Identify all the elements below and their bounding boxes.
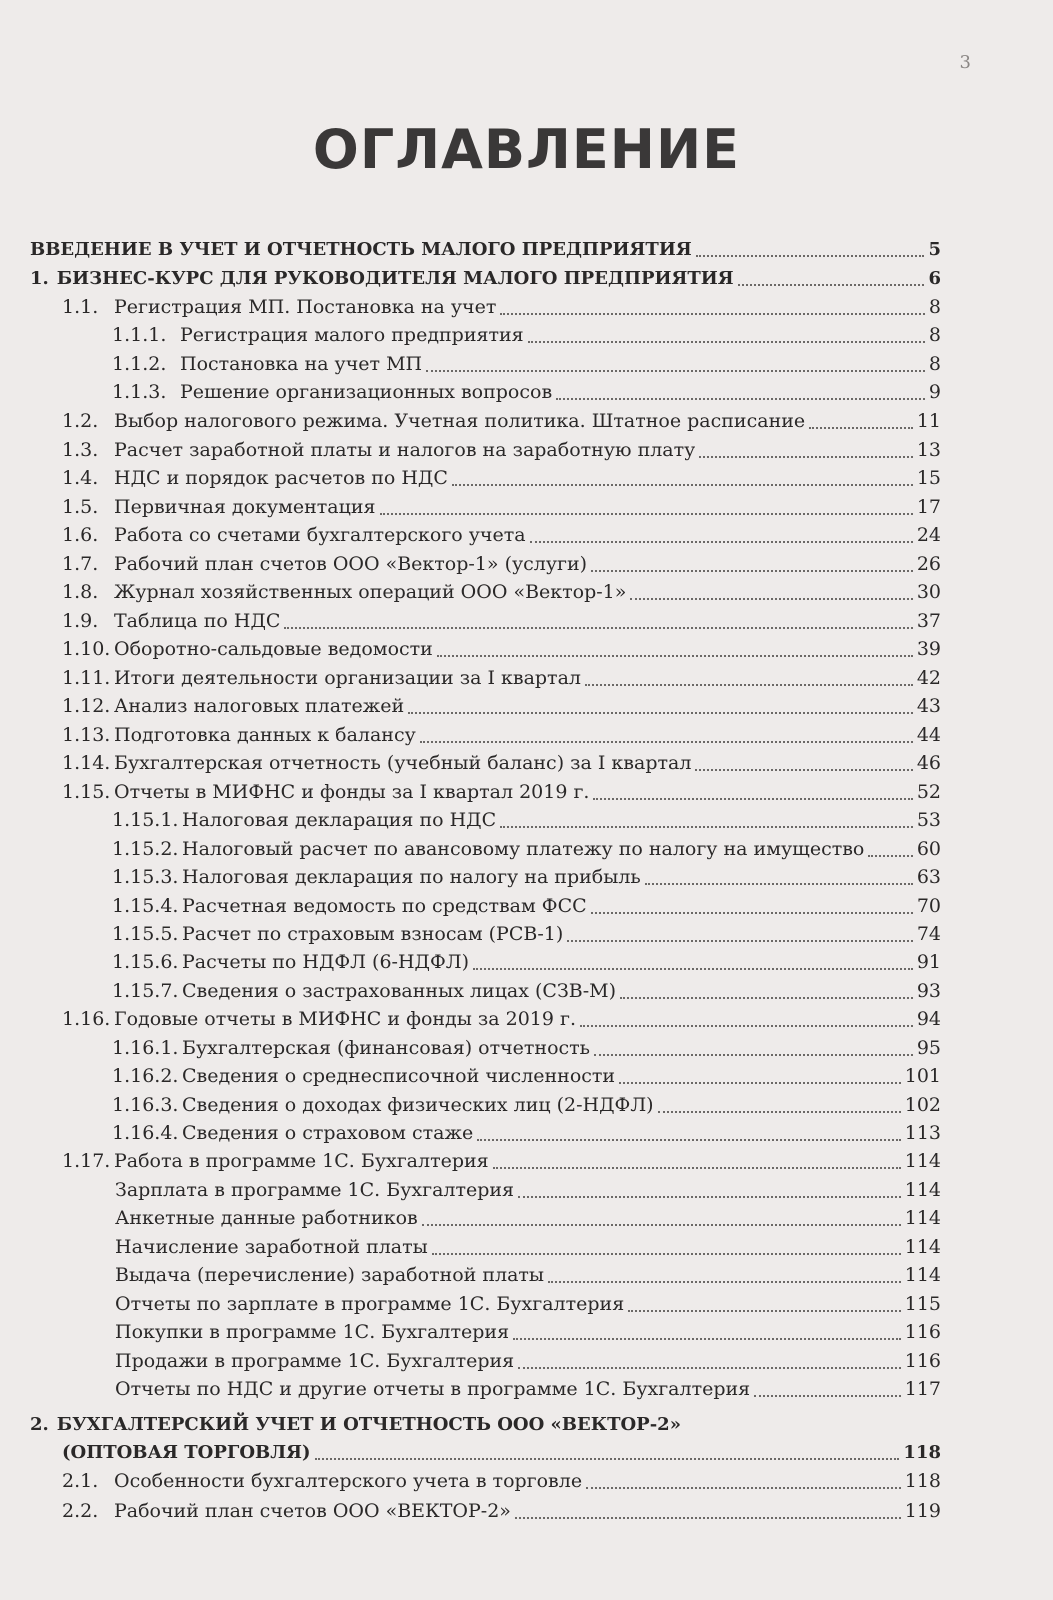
dot-leader	[500, 313, 925, 315]
dot-leader	[620, 997, 913, 999]
toc-entry-title: Решение организационных вопросов	[180, 381, 553, 403]
toc-entry	[0, 721, 941, 750]
toc-entry-page: 70	[916, 895, 941, 917]
toc-entry-title: Зарплата в программе 1С. Бухгалтерия	[115, 1179, 515, 1201]
toc-entry-page: 43	[916, 695, 941, 717]
toc-entry	[0, 749, 941, 778]
dot-leader	[738, 284, 925, 286]
toc-entry-title: Продажи в программе 1С. Бухгалтерия	[115, 1350, 515, 1372]
toc-entry-page: 9	[928, 381, 941, 403]
toc-entry-number: 1.5.	[62, 496, 99, 518]
toc-entry	[0, 464, 941, 493]
toc-entry	[0, 321, 941, 350]
toc-entry-number: 1.13.	[62, 724, 111, 746]
toc-entry	[0, 1347, 941, 1376]
toc-entry-number: 1.14.	[62, 752, 111, 774]
toc-entry-number: 1.15.4.	[112, 895, 179, 917]
page-number: 3	[959, 52, 971, 73]
toc-entry-page: 114	[904, 1179, 941, 1201]
toc-entry-page: 53	[916, 809, 941, 831]
toc-entry-number: 1.16.1.	[112, 1037, 179, 1059]
toc-entry-number: 2.	[30, 1414, 49, 1435]
dot-leader	[422, 1224, 901, 1226]
toc-entry-page: 119	[904, 1500, 941, 1522]
toc-entry	[0, 235, 941, 264]
toc-entry	[0, 1176, 941, 1205]
toc-entry	[0, 436, 941, 465]
toc-entry-page: 8	[928, 353, 941, 375]
toc-entry	[0, 892, 941, 921]
dot-leader	[437, 655, 913, 657]
toc-entry-title: Постановка на учет МП	[180, 353, 423, 375]
toc-entry	[0, 1438, 941, 1467]
toc-entry-title: Отчеты по зарплате в программе 1С. Бухгалтерия	[115, 1293, 625, 1315]
toc-entry-title: Расчет по страховым взносам (РСВ-1)	[182, 923, 564, 945]
dot-leader	[658, 1111, 901, 1113]
toc-entry-page: 102	[904, 1094, 941, 1116]
toc-entry-title: Налоговый расчет по авансовому платежу по налогу на имущество	[182, 838, 865, 860]
dot-leader	[699, 456, 912, 458]
toc-entry-number: 1.15.7.	[112, 980, 179, 1002]
dot-leader	[493, 1167, 901, 1169]
toc-entry-title: БИЗНЕС-КУРС ДЛЯ РУКОВОДИТЕЛЯ МАЛОГО ПРЕДПРИЯТИЯ	[56, 268, 734, 289]
toc-entry-page: 93	[916, 980, 941, 1002]
toc-entry-number: 1.16.2.	[112, 1065, 179, 1087]
toc-entry	[0, 350, 941, 379]
toc-entry	[0, 493, 941, 522]
toc-entry	[0, 948, 941, 977]
toc-entry-page: 60	[916, 838, 941, 860]
toc-entry-title: Начисление заработной платы	[115, 1236, 428, 1258]
dot-leader	[567, 940, 913, 942]
dot-leader	[477, 1139, 901, 1141]
dot-leader	[696, 255, 925, 257]
toc-entry-page: 114	[904, 1207, 941, 1229]
dot-leader	[528, 341, 925, 343]
toc-entry-title: Годовые отчеты в МИФНС и фонды за 2019 г.	[114, 1008, 577, 1030]
toc-entry-number: 1.1.	[62, 296, 99, 318]
dot-leader	[315, 1458, 900, 1460]
toc-entry	[0, 1318, 941, 1347]
toc-entry-title: Особенности бухгалтерского учета в торговле	[114, 1470, 583, 1492]
dot-leader	[530, 541, 913, 543]
toc-entry-page: 52	[916, 781, 941, 803]
toc-entry-title: Расчеты по НДФЛ (6-НДФЛ)	[182, 951, 470, 973]
toc-entry-number: 1.1.1.	[112, 324, 167, 346]
toc-entry-number: 2.2.	[62, 1500, 99, 1522]
toc-entry	[0, 264, 941, 293]
toc-entry	[0, 1091, 941, 1120]
toc-entry-title: Отчеты в МИФНС и фонды за I квартал 2019 г.	[114, 781, 590, 803]
toc-entry-page: 95	[916, 1037, 941, 1059]
toc-entry-number: 1.1.2.	[112, 353, 167, 375]
toc-entry	[0, 1497, 941, 1526]
toc-entry-page: 42	[916, 667, 941, 689]
toc-entry-title: БУХГАЛТЕРСКИЙ УЧЕТ И ОТЧЕТНОСТЬ ООО «ВЕКТОР-2»	[56, 1414, 681, 1435]
toc-entry-title: Сведения о среднесписочной численности	[182, 1065, 616, 1087]
toc-entry-page: 30	[916, 581, 941, 603]
toc-entry-title: НДС и порядок расчетов по НДС	[114, 467, 448, 489]
toc-entry-page: 26	[916, 553, 941, 575]
toc-entry-page: 114	[904, 1150, 941, 1172]
toc-entry-number: 1.9.	[62, 610, 99, 632]
toc-entry-title: Журнал хозяйственных операций ООО «Вектор-1»	[114, 581, 627, 603]
toc-entry-number: 1.16.3.	[112, 1094, 179, 1116]
toc-entry-title: Таблица по НДС	[114, 610, 281, 632]
toc-entry-page: 116	[904, 1350, 941, 1372]
toc-entry	[0, 692, 941, 721]
toc-entry	[0, 1290, 941, 1319]
toc-entry-page: 17	[916, 496, 941, 518]
toc-entry-title: Регистрация малого предприятия	[180, 324, 524, 346]
toc-entry	[0, 1233, 941, 1262]
dot-leader	[548, 1281, 901, 1283]
toc-entry-page: 114	[904, 1264, 941, 1286]
toc-entry-number: 1.10.	[62, 638, 111, 660]
toc-entry	[0, 607, 941, 636]
toc-entry-title: ВВЕДЕНИЕ В УЧЕТ И ОТЧЕТНОСТЬ МАЛОГО ПРЕДПРИЯТИЯ	[30, 239, 692, 260]
toc-entry	[0, 635, 941, 664]
toc-entry	[0, 1467, 941, 1496]
dot-leader	[518, 1367, 901, 1369]
toc-entry-title: Первичная документация	[114, 496, 376, 518]
dot-leader	[500, 826, 913, 828]
toc-entry	[0, 1410, 941, 1439]
toc-entry	[0, 1375, 941, 1404]
dot-leader	[513, 1338, 901, 1340]
toc-entry-page: 63	[916, 866, 941, 888]
toc-entry-title: Сведения о доходах физических лиц (2-НДФЛ)	[182, 1094, 654, 1116]
toc-entry	[0, 977, 941, 1006]
dot-leader	[585, 684, 913, 686]
toc-entry	[0, 578, 941, 607]
toc-entry	[0, 806, 941, 835]
toc-entry-title: Покупки в программе 1С. Бухгалтерия	[115, 1321, 510, 1343]
toc-entry-title: Подготовка данных к балансу	[114, 724, 416, 746]
toc-entry-title: Регистрация МП. Постановка на учет	[114, 296, 497, 318]
toc-entry-title: Рабочий план счетов ООО «ВЕКТОР-2»	[114, 1500, 511, 1522]
dot-leader	[556, 398, 925, 400]
toc-entry-title: Анализ налоговых платежей	[114, 695, 405, 717]
toc-entry-number: 1.8.	[62, 581, 99, 603]
dot-leader	[619, 1082, 901, 1084]
dot-leader	[518, 1196, 901, 1198]
toc-entry	[0, 1261, 941, 1290]
toc-entry-page: 94	[916, 1008, 941, 1030]
toc-entry-page: 117	[904, 1378, 941, 1400]
toc-entry-page: 46	[916, 752, 941, 774]
toc-entry-page: 13	[916, 439, 941, 461]
toc-entry-number: 1.16.4.	[112, 1122, 179, 1144]
toc-entry-page: 113	[904, 1122, 941, 1144]
toc-entry	[0, 407, 941, 436]
toc-entry-number: 1.15.2.	[112, 838, 179, 860]
toc-entry-title: Работа со счетами бухгалтерского учета	[114, 524, 526, 546]
dot-leader	[452, 484, 913, 486]
toc-entry-title: Анкетные данные работников	[115, 1207, 418, 1229]
toc-entry-title: Бухгалтерская (финансовая) отчетность	[182, 1037, 591, 1059]
toc-entry-number: 1.	[30, 268, 49, 289]
dot-leader	[645, 883, 913, 885]
toc-entry-number: 1.3.	[62, 439, 99, 461]
dot-leader	[591, 912, 913, 914]
toc-entry-number: 1.12.	[62, 695, 111, 717]
toc-entry	[0, 1062, 941, 1091]
toc-entry-title: Сведения о застрахованных лицах (СЗВ-М)	[182, 980, 617, 1002]
toc-entry	[0, 920, 941, 949]
toc-entry-number: 1.1.3.	[112, 381, 167, 403]
dot-leader	[284, 627, 912, 629]
toc-entry-page: 44	[916, 724, 941, 746]
toc-entry	[0, 1204, 941, 1233]
toc-entry	[0, 521, 941, 550]
toc-entry-title: Выдача (перечисление) заработной платы	[115, 1264, 545, 1286]
dot-leader	[868, 855, 912, 857]
toc-entry	[0, 835, 941, 864]
toc-entry-title: Расчет заработной платы и налогов на заработную плату	[114, 439, 696, 461]
dot-leader	[420, 741, 913, 743]
toc-entry-page: 11	[916, 410, 941, 432]
toc-entry-page: 101	[904, 1065, 941, 1087]
toc-entry-number: 1.15.5.	[112, 923, 179, 945]
toc-entry-title: Бухгалтерская отчетность (учебный баланс) за I квартал	[114, 752, 692, 774]
toc-entry-number: 1.7.	[62, 553, 99, 575]
toc-entry-page: 114	[904, 1236, 941, 1258]
toc-entry	[0, 1034, 941, 1063]
toc-entry-title: Отчеты по НДС и другие отчеты в программе 1С. Бухгалтерия	[115, 1378, 751, 1400]
toc-entry-page: 5	[928, 239, 941, 260]
toc-entry-number: 1.2.	[62, 410, 99, 432]
dot-leader	[473, 968, 913, 970]
toc-entry-title: Оборотно-сальдовые ведомости	[114, 638, 433, 660]
dot-leader	[426, 370, 925, 372]
dot-leader	[380, 513, 913, 515]
toc-entry-page: 116	[904, 1321, 941, 1343]
dot-leader	[591, 570, 913, 572]
toc-entry-number: 1.15.	[62, 781, 111, 803]
toc-entry-number: 2.1.	[62, 1470, 99, 1492]
toc-entry	[0, 778, 941, 807]
toc-entry	[0, 378, 941, 407]
toc-entry-page: 8	[928, 324, 941, 346]
dot-leader	[580, 1025, 913, 1027]
toc-entry	[0, 664, 941, 693]
toc-entry-number: 1.15.3.	[112, 866, 179, 888]
toc-entry-number: 1.17.	[62, 1150, 111, 1172]
dot-leader	[754, 1395, 901, 1397]
toc-entry	[0, 863, 941, 892]
toc-entry-title: Работа в программе 1С. Бухгалтерия	[114, 1150, 489, 1172]
dot-leader	[408, 712, 913, 714]
toc-entry-number: 1.11.	[62, 667, 111, 689]
toc-entry-title: Налоговая декларация по налогу на прибыль	[182, 866, 641, 888]
toc-entry-title: (ОПТОВАЯ ТОРГОВЛЯ)	[62, 1442, 311, 1463]
toc-entry-page: 91	[916, 951, 941, 973]
page-title: ОГЛАВЛЕНИЕ	[312, 118, 741, 181]
toc-entry	[0, 293, 941, 322]
dot-leader	[594, 1054, 913, 1056]
toc-entry-title: Расчетная ведомость по средствам ФСС	[182, 895, 587, 917]
toc-entry-title: Налоговая декларация по НДС	[182, 809, 497, 831]
toc-entry	[0, 1005, 941, 1034]
toc-entry-title: Рабочий план счетов ООО «Вектор-1» (услуги)	[114, 553, 588, 575]
dot-leader	[593, 798, 912, 800]
dot-leader	[628, 1310, 901, 1312]
dot-leader	[695, 769, 912, 771]
toc-entry-page: 6	[928, 268, 941, 289]
toc-entry-page: 39	[916, 638, 941, 660]
dot-leader	[809, 427, 913, 429]
toc-entry-number: 1.16.	[62, 1008, 111, 1030]
dot-leader	[586, 1487, 901, 1489]
toc-entry	[0, 1147, 941, 1176]
toc-entry-number: 1.6.	[62, 524, 99, 546]
dot-leader	[630, 598, 912, 600]
toc-entry	[0, 1119, 941, 1148]
toc-entry-page: 24	[916, 524, 941, 546]
toc-entry-page: 118	[904, 1470, 941, 1492]
toc-entry	[0, 550, 941, 579]
toc-entry-page: 15	[916, 467, 941, 489]
toc-entry-page: 118	[903, 1442, 941, 1463]
toc-entry-page: 115	[904, 1293, 941, 1315]
toc-entry-number: 1.15.1.	[112, 809, 179, 831]
toc-entry-page: 8	[928, 296, 941, 318]
toc-entry-page: 37	[916, 610, 941, 632]
toc-entry-number: 1.15.6.	[112, 951, 179, 973]
toc-entry-title: Выбор налогового режима. Учетная политика. Штатное расписание	[114, 410, 806, 432]
dot-leader	[515, 1517, 901, 1519]
toc-entry-number: 1.4.	[62, 467, 99, 489]
toc-entry-title: Сведения о страховом стаже	[182, 1122, 474, 1144]
toc-entry-page: 74	[916, 923, 941, 945]
dot-leader	[432, 1253, 901, 1255]
toc-entry-title: Итоги деятельности организации за I квартал	[114, 667, 581, 689]
